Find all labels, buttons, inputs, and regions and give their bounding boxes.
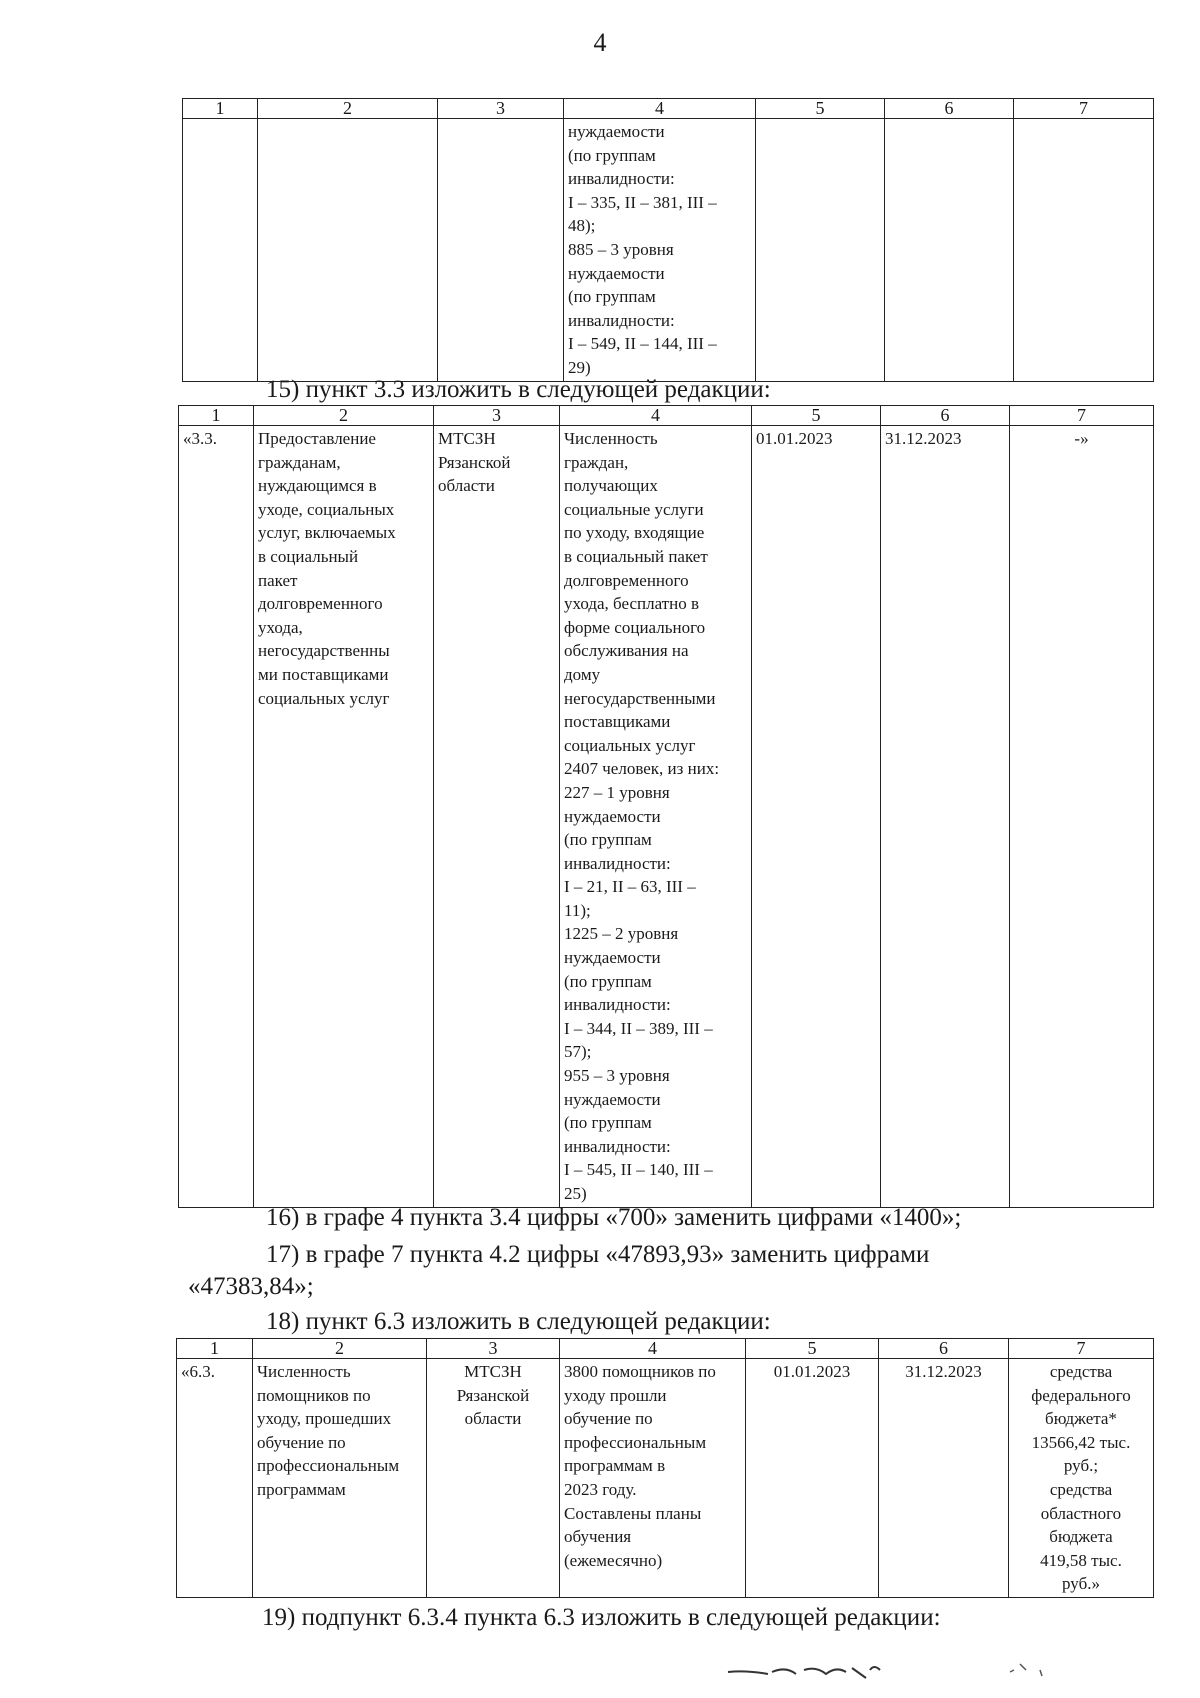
- cell-measure: Численность помощников по уходу, прошедших обучение по профессиональным программам: [253, 1359, 427, 1598]
- column-header: 1: [177, 1339, 253, 1359]
- column-header: 5: [756, 99, 885, 119]
- table-continued: [182, 98, 1154, 382]
- column-header: 5: [752, 406, 881, 426]
- paragraph-16: 16) в графе 4 пункта 3.4 цифры «700» заменить цифрами «1400»;: [266, 1204, 962, 1231]
- column-header: 4: [564, 99, 756, 119]
- column-header: 6: [879, 1339, 1009, 1359]
- column-header: 3: [434, 406, 560, 426]
- cell-measure: [258, 119, 438, 382]
- cell-number: «3.3.: [179, 426, 254, 1208]
- cell-executor: [438, 119, 564, 382]
- cell-start-date: 01.01.2023: [746, 1359, 879, 1598]
- table-header-row: [183, 99, 1154, 119]
- column-header: 1: [183, 99, 258, 119]
- paragraph-19: 19) подпункт 6.3.4 пункта 6.3 изложить в следующей редакции:: [262, 1604, 941, 1631]
- table-header-row: [179, 406, 1154, 426]
- page-number: 4: [593, 28, 607, 57]
- cell-number: [183, 119, 258, 382]
- paragraph-17-line1: 17) в графе 7 пункта 4.2 цифры «47893,93» заменить цифрами: [266, 1241, 930, 1268]
- cell-indicator: 3800 помощников по уходу прошли обучение по профессиональным программам в 2023 году. Составлены планы обучения (ежемесячно): [560, 1359, 746, 1598]
- column-header: 4: [560, 406, 752, 426]
- cell-start-date: [756, 119, 885, 382]
- column-header: 7: [1010, 406, 1154, 426]
- cell-end-date: [885, 119, 1014, 382]
- table-row: [179, 426, 1154, 1208]
- column-header: 2: [254, 406, 434, 426]
- cell-funding: [1014, 119, 1154, 382]
- cell-end-date: 31.12.2023: [879, 1359, 1009, 1598]
- cell-start-date: 01.01.2023: [752, 426, 881, 1208]
- cell-executor: МТСЗН Рязанской области: [427, 1359, 560, 1598]
- cell-number: «6.3.: [177, 1359, 253, 1598]
- column-header: 3: [438, 99, 564, 119]
- paragraph-17-line2: «47383,84»;: [188, 1273, 314, 1300]
- cell-indicator: нуждаемости (по группам инвалидности: I – 335, II – 381, III – 48); 885 – 3 уровня нуждаемости (по группам инвалидности: I – 549, II – 144, III – 29): [564, 119, 756, 382]
- column-header: 2: [258, 99, 438, 119]
- cell-funding: средства федерального бюджета* 13566,42 тыс. руб.; средства областного бюджета 419,58 тыс. руб.»: [1009, 1359, 1154, 1598]
- column-header: 3: [427, 1339, 560, 1359]
- paragraph-18: 18) пункт 6.3 изложить в следующей редакции:: [266, 1308, 771, 1335]
- cell-funding: -»: [1010, 426, 1154, 1208]
- column-header: 7: [1014, 99, 1154, 119]
- table-item-6-3: [176, 1338, 1154, 1598]
- column-header: 4: [560, 1339, 746, 1359]
- table-row: [177, 1359, 1154, 1598]
- table-header-row: [177, 1339, 1154, 1359]
- column-header: 6: [881, 406, 1010, 426]
- handwritten-mark: [720, 1650, 1080, 1690]
- column-header: 5: [746, 1339, 879, 1359]
- table-item-3-3: [178, 405, 1154, 1208]
- cell-measure: Предоставление гражданам, нуждающимся в уходе, социальных услуг, включаемых в социальный пакет долговременного ухода, негосударственны ми поставщиками социальных услуг: [254, 426, 434, 1208]
- column-header: 1: [179, 406, 254, 426]
- paragraph-15: 15) пункт 3.3 изложить в следующей редакции:: [266, 376, 771, 403]
- column-header: 6: [885, 99, 1014, 119]
- cell-indicator: Численность граждан, получающих социальные услуги по уходу, входящие в социальный пакет долговременного ухода, бесплатно в форме социального обслуживания на дому негосударственными поставщиками социальных услуг 2407 человек, из них: 227 – 1 уровня нуждаемости (по группам инвалидности: I – 21, II – 63, III – 11); 1225 – 2 уровня нуждаемости (по группам инвалидности: I – 344, II – 389, III – 57); 955 – 3 уровня нуждаемости (по группам инвалидности: I – 545, II – 140, III – 25): [560, 426, 752, 1208]
- column-header: 7: [1009, 1339, 1154, 1359]
- cell-executor: МТСЗН Рязанской области: [434, 426, 560, 1208]
- column-header: 2: [253, 1339, 427, 1359]
- table-row: [183, 119, 1154, 382]
- cell-end-date: 31.12.2023: [881, 426, 1010, 1208]
